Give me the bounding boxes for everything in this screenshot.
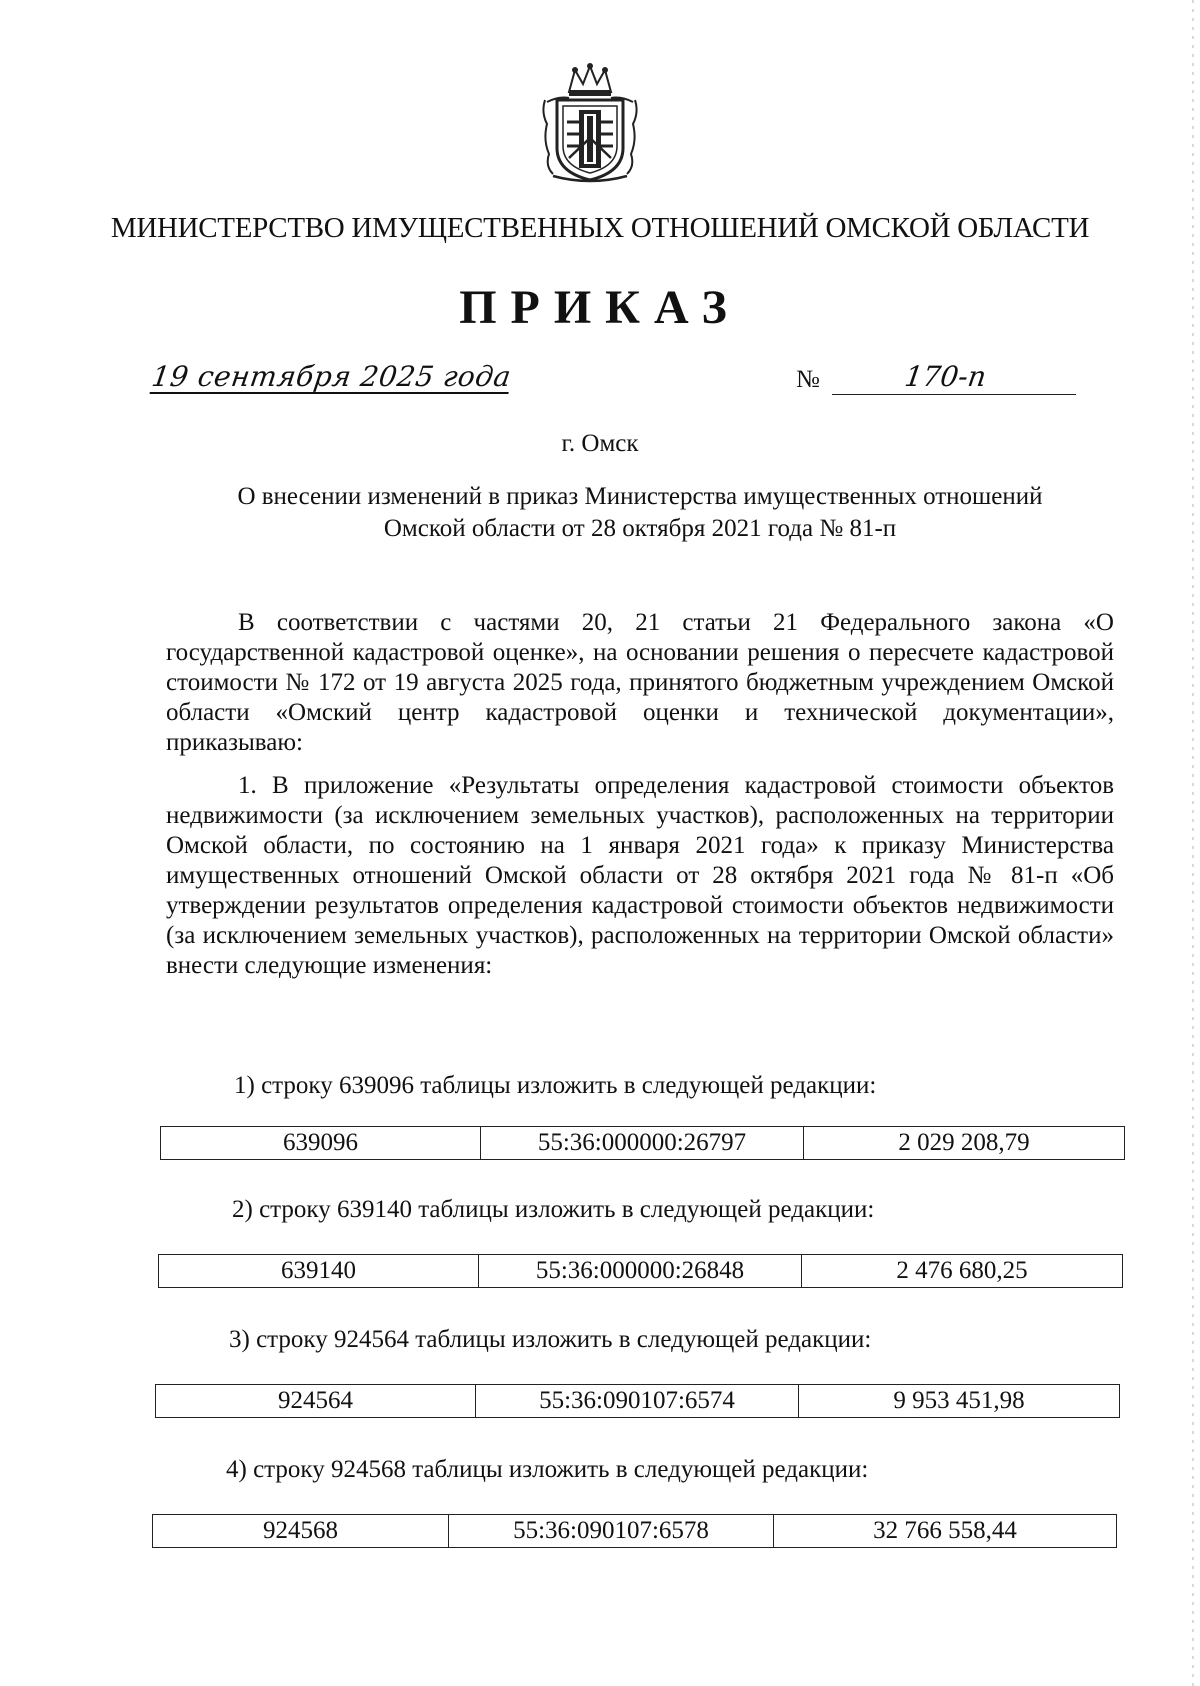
amendment-table-row bbox=[155, 1384, 1120, 1418]
amendment-intro: 1) строку 639096 таблицы изложить в следующей редакции: bbox=[234, 1072, 877, 1099]
cadastral-value-cell: 2 476 680,25 bbox=[896, 1257, 1028, 1284]
subject-line-1: О внесении изменений в приказ Министерства имущественных отношений bbox=[237, 483, 1043, 510]
city-line: г. Омск bbox=[561, 430, 639, 457]
order-subject bbox=[160, 481, 1120, 545]
row-number-cell: 639096 bbox=[161, 1127, 481, 1159]
handwritten-date: 19 сентября 2025 года bbox=[149, 360, 514, 393]
cadastral-value-cell: 2 029 208,79 bbox=[898, 1129, 1030, 1156]
preamble-paragraph: В соответствии с частями 20, 21 статьи 21 Федерального закона «О государственной кадастровой оценке», на основании решения о пересчете кадастровой стоимости № 172 от 19 августа 2025 года, принятого бюджетным учреждением Омской области «Омский центр кадастровой оценки и технической документации», приказываю: bbox=[166, 609, 1114, 756]
cadastral-number-cell: 55:36:000000:26848 bbox=[479, 1255, 802, 1287]
cadastral-value-cell: 9 953 451,98 bbox=[893, 1387, 1025, 1414]
order-number-label: № bbox=[796, 366, 820, 393]
row-number-cell: 924564 bbox=[156, 1385, 476, 1417]
handwritten-order-number: 170-п bbox=[902, 360, 989, 393]
cadastral-number-cell: 55:36:090107:6578 bbox=[449, 1515, 774, 1547]
cadastral-number-cell: 55:36:000000:26797 bbox=[481, 1127, 804, 1159]
row-number-cell: 924568 bbox=[153, 1515, 449, 1547]
scan-edge bbox=[1192, 0, 1194, 1686]
subject-line-2: Омской области от 28 октября 2021 года № 81-п bbox=[383, 515, 897, 542]
cadastral-value-cell: 32 766 558,44 bbox=[873, 1517, 1017, 1544]
document-type-title: ПРИКАЗ bbox=[459, 281, 741, 334]
coat-of-arms-emblem bbox=[539, 62, 641, 186]
ministry-name: МИНИСТЕРСТВО ИМУЩЕСТВЕННЫХ ОТНОШЕНИЙ ОМСКОЙ ОБЛАСТИ bbox=[110, 212, 1090, 244]
cadastral-number-cell: 55:36:090107:6574 bbox=[476, 1385, 799, 1417]
amendment-intro: 2) строку 639140 таблицы изложить в следующей редакции: bbox=[232, 1196, 875, 1223]
amendment-table-row bbox=[158, 1254, 1123, 1288]
amendment-table-row bbox=[152, 1514, 1117, 1548]
amendment-table-row bbox=[160, 1126, 1125, 1160]
order-number-underline bbox=[832, 394, 1076, 395]
amendment-intro: 4) строку 924568 таблицы изложить в следующей редакции: bbox=[226, 1456, 869, 1483]
item-1-paragraph: 1. В приложение «Результаты определения кадастровой стоимости объектов недвижимости (за исключением земельных участков), расположенных на территории Омской области, по состоянию на 1 января 2021 года» к приказу Министерства имущественных отношений Омской области от 28 октября 2021 года № 81-п «Об утверждении результатов определения кадастровой стоимости объектов недвижимости (за исключением земельных участков), расположенных на территории Омской области» внести следующие изменения: bbox=[166, 772, 1114, 979]
amendment-intro: 3) строку 924564 таблицы изложить в следующей редакции: bbox=[229, 1326, 872, 1353]
row-number-cell: 639140 bbox=[159, 1255, 479, 1287]
